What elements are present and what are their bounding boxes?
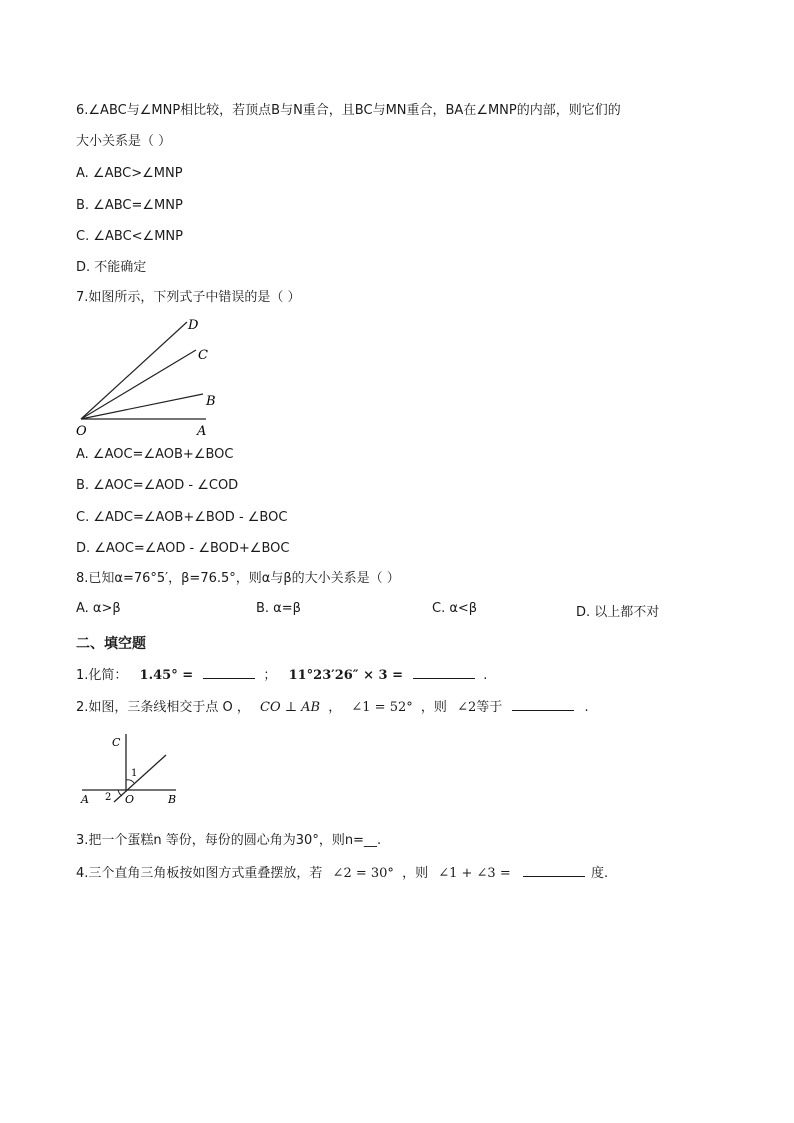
fill2-line — [76, 696, 589, 717]
ray-od — [81, 322, 187, 419]
label-o: O — [76, 424, 87, 439]
label-c: C — [198, 348, 208, 363]
q6-option-c: C. ∠ABC<∠MNP — [76, 229, 183, 244]
q8-option-c: C. α<β — [432, 601, 478, 616]
label-c: C — [112, 736, 121, 749]
fill2-blank[interactable] — [512, 696, 574, 711]
fill2-cond1: CO ⊥ AB — [260, 700, 321, 715]
oblique-line — [114, 755, 166, 802]
q7-option-d: D. ∠AOC=∠AOD - ∠BOD+∠BOC — [76, 541, 290, 556]
fill1-line — [76, 664, 487, 685]
fill2-ask: ∠2等于 — [457, 700, 503, 715]
fill1-separator: ； — [263, 668, 277, 683]
fill3-line: 3.把一个蛋糕n 等份，每份的圆心角为30°，则n=__. — [76, 833, 382, 848]
fill1-prefix: 1.化简： — [76, 668, 128, 683]
fill2-comma1: ， — [328, 700, 342, 715]
fill4-ask: ∠1 + ∠3 = — [438, 866, 511, 881]
fill2-intersecting-lines-figure — [76, 730, 186, 810]
ray-oc — [81, 350, 196, 419]
ray-ob — [81, 394, 203, 419]
fill4-comma: ，则 — [402, 866, 429, 881]
q8-options-row — [76, 601, 716, 619]
fill1-expr1: 1.45° = — [139, 668, 194, 683]
section-title: 二、填空题 — [76, 636, 146, 652]
fill2-cond2: ∠1 = 52° — [351, 700, 413, 715]
fill1-blank2[interactable] — [413, 664, 475, 679]
fill2-suffix: . — [584, 700, 589, 715]
fill4-suffix: 度. — [591, 866, 609, 881]
q8-option-a: A. α>β — [76, 601, 121, 616]
fill1-blank1[interactable] — [203, 664, 255, 679]
q6-stem-line2: 大小关系是（ ） — [76, 134, 172, 149]
label-angle-1: 1 — [131, 768, 138, 779]
label-a: A — [81, 793, 89, 806]
label-o: O — [125, 793, 135, 806]
label-b: B — [206, 394, 216, 409]
q8-option-d: D. 以上都不对 — [576, 605, 660, 620]
q6-option-a: A. ∠ABC>∠MNP — [76, 166, 183, 181]
q6-option-b: B. ∠ABC=∠MNP — [76, 198, 183, 213]
q7-stem: 7.如图所示，下列式子中错误的是（ ） — [76, 290, 301, 305]
q6-stem-line1: 6.∠ABC与∠MNP相比较，若顶点B与N重合，且BC与MN重合，BA在∠MNP的内部，则它们的 — [76, 103, 621, 118]
q6-option-d: D. 不能确定 — [76, 260, 147, 275]
label-a: A — [197, 424, 207, 439]
fill1-expr2: 11°23′26″ × 3 = — [288, 668, 403, 683]
q7-option-b: B. ∠AOC=∠AOD - ∠COD — [76, 478, 239, 493]
fill2-comma2: ，则 — [420, 700, 447, 715]
fill1-suffix: . — [483, 668, 488, 683]
angle-1-arc — [126, 780, 134, 783]
label-angle-2: 2 — [105, 792, 112, 803]
angle-2-arc — [118, 790, 122, 796]
fill2-prefix: 2.如图，三条线相交于点 O ， — [76, 700, 250, 715]
q8-stem: 8.已知α=76°5′，β=76.5°，则α与β的大小关系是（ ） — [76, 571, 400, 586]
fill4-line — [76, 862, 608, 883]
label-d: D — [188, 318, 199, 333]
label-b: B — [168, 793, 177, 806]
q7-option-a: A. ∠AOC=∠AOB+∠BOC — [76, 447, 234, 462]
fill4-cond: ∠2 = 30° — [332, 866, 394, 881]
fill4-blank[interactable] — [523, 862, 585, 877]
q7-option-c: C. ∠ADC=∠AOB+∠BOD - ∠BOC — [76, 510, 288, 525]
q7-angle-figure — [70, 312, 220, 442]
q8-option-b: B. α=β — [256, 601, 301, 616]
fill4-prefix: 4.三个直角三角板按如图方式重叠摆放，若 — [76, 866, 323, 881]
